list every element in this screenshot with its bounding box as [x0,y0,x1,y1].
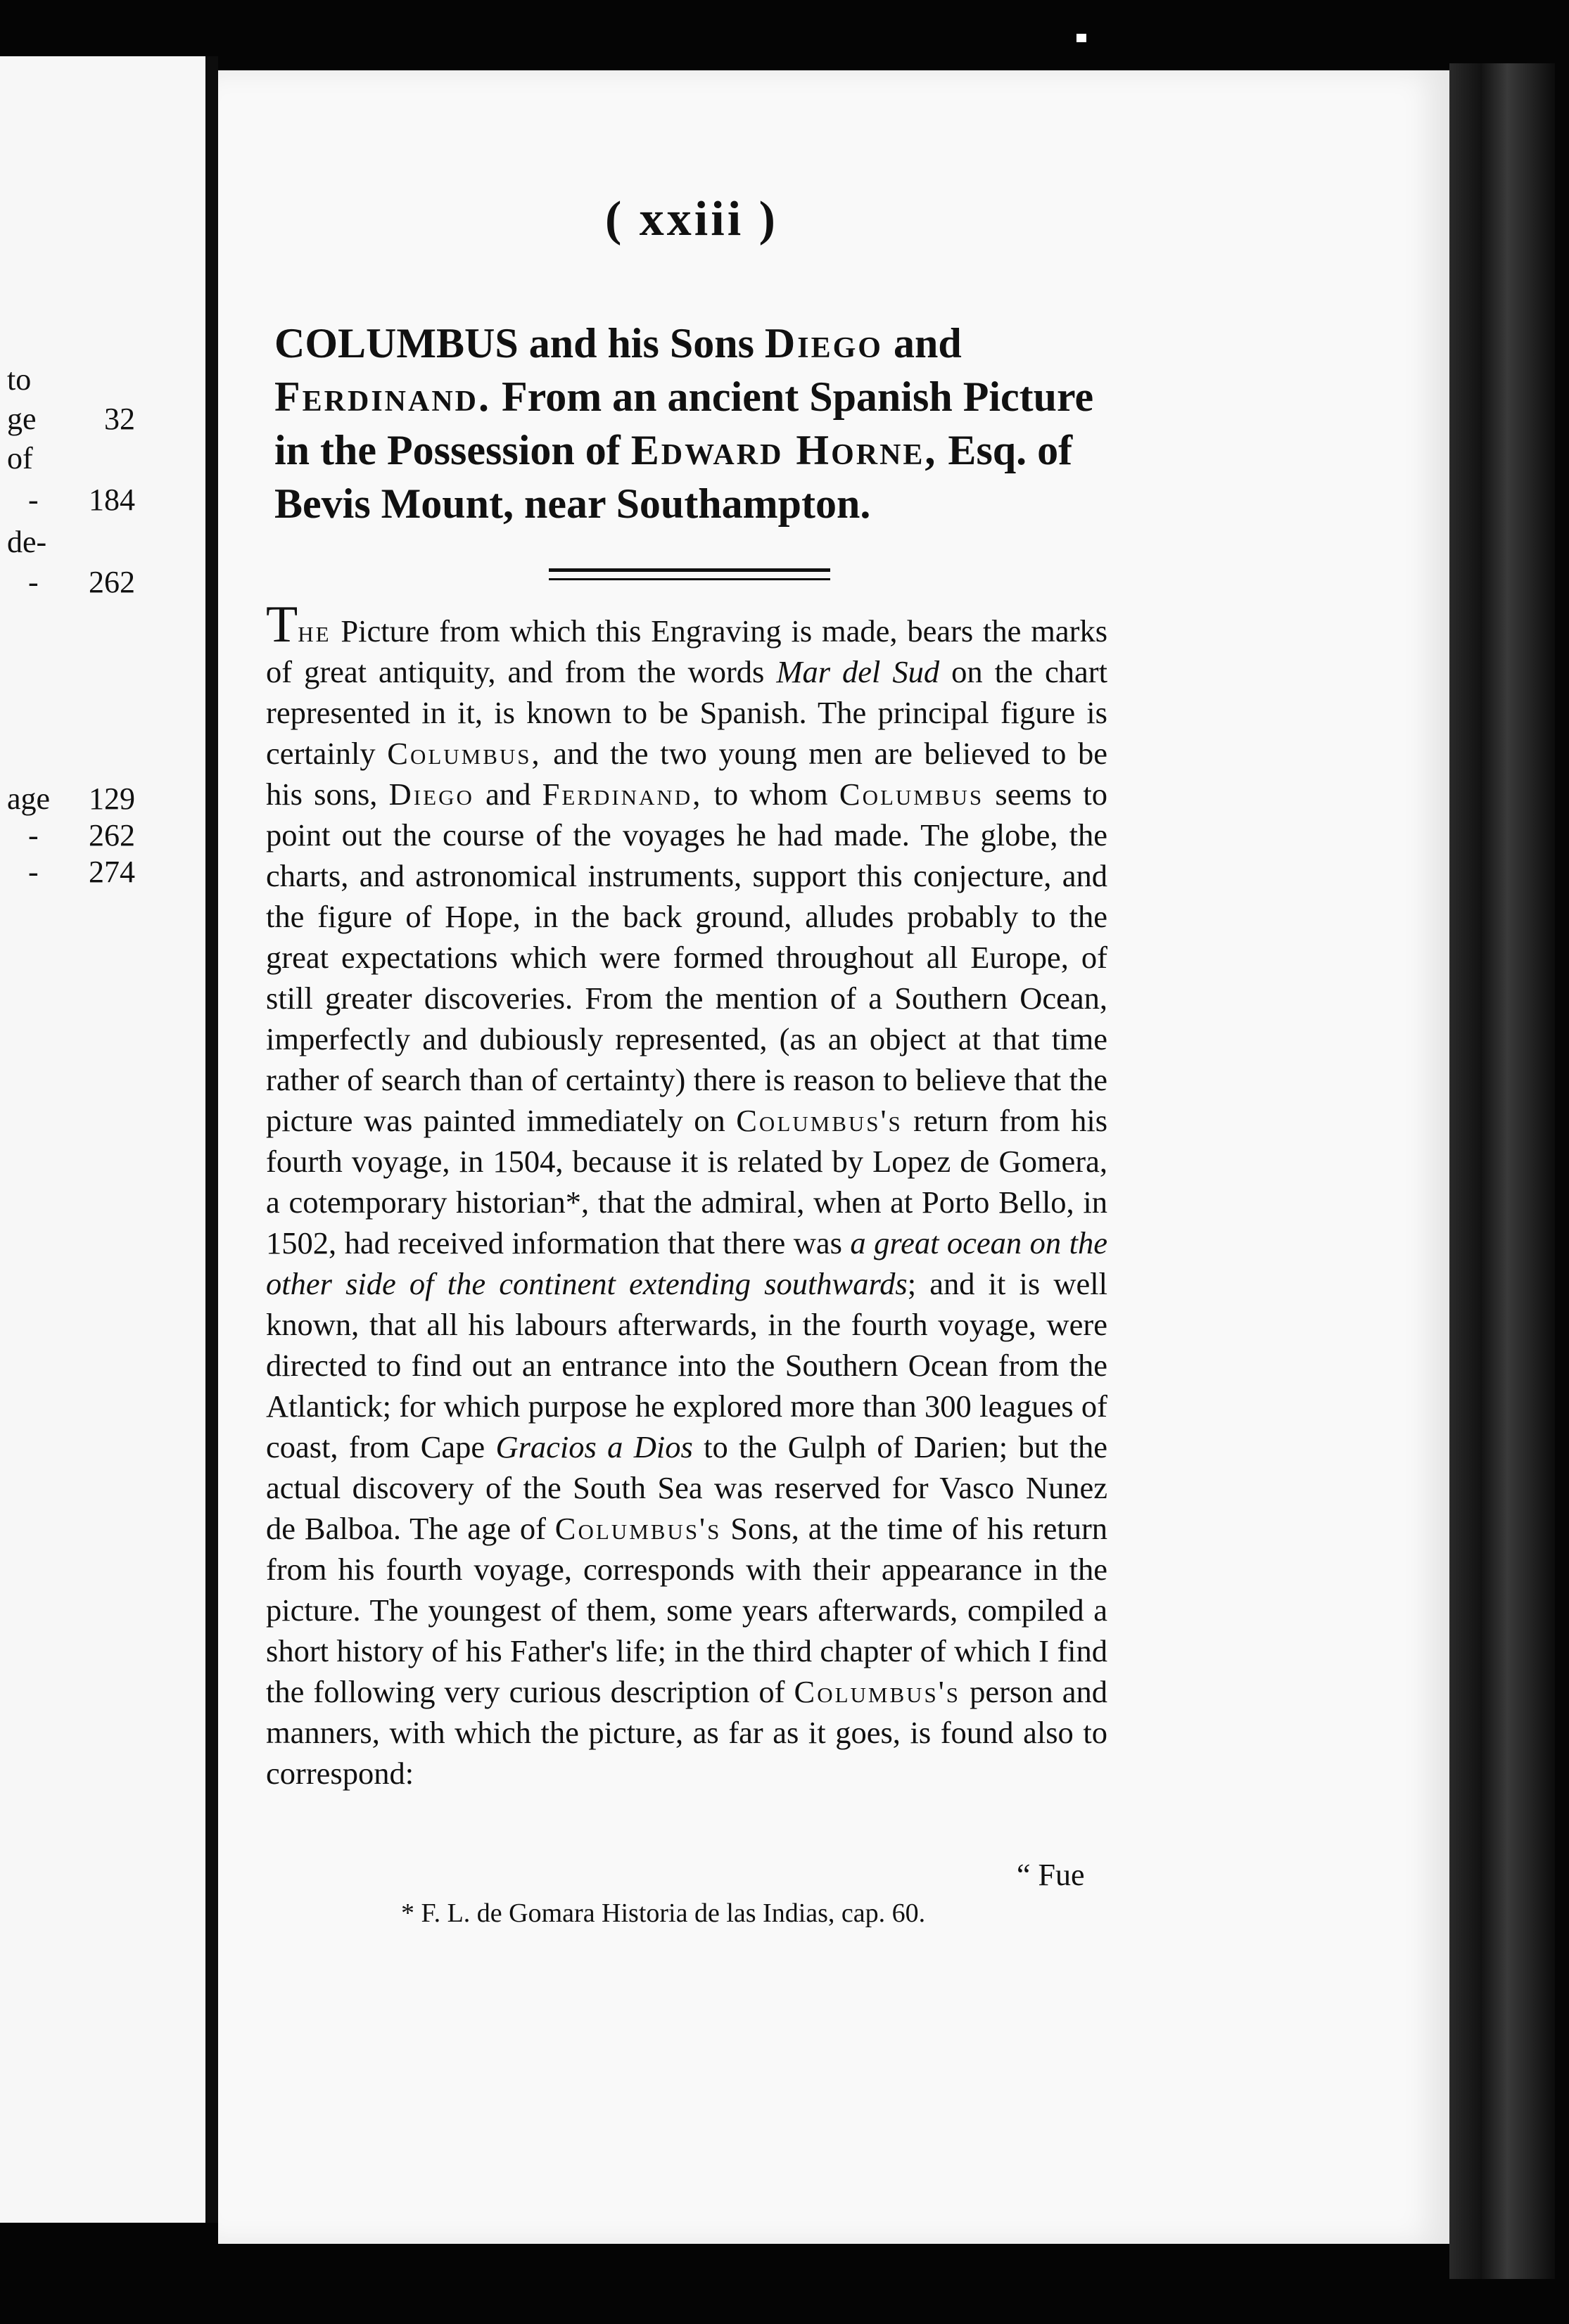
left-fragment-word: - [28,818,39,853]
divider-rule [549,568,830,572]
left-fragment-number: 129 [89,781,135,816]
body-text: to the Gulph of Darien; but the actual discovery of the South Sea was reserved for Vasco Nunez de Balboa. The age of [266,1429,1108,1546]
left-fragment-word: age [7,781,51,816]
left-fragment-word: - [28,565,39,599]
left-fragment-number: 274 [89,855,135,889]
heading-text: From an ancient Spanish Picture in the Possession of [274,374,1094,473]
body-name-columbus: Columbus's [736,1103,903,1138]
dust-speck [1076,34,1086,42]
body-text: he [298,613,331,649]
heading-text: and [893,320,962,366]
body-name-columbus: Columbus, [387,736,542,771]
left-fragment-number: 262 [89,818,135,853]
body-text: return from his fourth voyage, in 1504, because it is related by Lopez de Gomera, a cotemporary historian*, that the admiral, when at Porto Bello, in 1502, had received information that there was [266,1103,1108,1260]
left-fragment-word: - [28,855,39,889]
body-name-columbus: Columbus's [794,1674,961,1709]
body-name-columbus: Columbus's [554,1511,722,1546]
body-name-diego: Diego [388,777,474,812]
body-name-columbus: Columbus [839,777,984,812]
body-text: Picture from which this Engraving is made, bears the marks of great antiquity, and from the words [266,613,1108,689]
left-fragment-word: ge [7,402,37,436]
left-page-fragment [0,56,205,2223]
body-text: on the chart represented in it, is known to be Spanish. The principal figure is certainly [266,654,1107,771]
divider-rule [549,578,830,580]
left-fragment-word: of [7,441,33,475]
body-italic: a great ocean on the other side of the continent extending southwards [266,1225,1108,1301]
footnote: * F. L. de Gomara Historia de las Indias, cap. 60. [401,1898,926,1928]
body-text: person and manners, with which the picture, as far as it goes, is found also to correspond: [266,1674,1108,1791]
drop-cap: T [266,596,298,653]
heading-diego: Diego [764,320,883,366]
heading-text: Esq. of Bevis Mount, near Southampton. [274,427,1073,527]
left-fragment-number: 32 [104,402,135,436]
body-text: seems to point out the course of the voyages he had made. The globe, the charts, and astronomical instruments, support this conjecture, and the figure of Hope, in the back ground, alludes probably to the great expectations which were formed throughout all Europe, of still greater discoveries. From the mention of a Southern Ocean, imperfectly and dubiously represented, (as an object at that time rather of search than of certainty) there is reason to believe that the picture was painted immediately on [266,777,1108,1138]
page-stack-edge [1449,63,1555,2279]
plate-title [274,317,1119,530]
left-fragment-word: to [7,362,32,397]
body-text: Sons, at the time of his return from his fourth voyage, corresponds with their appearance in the picture. The youngest of them, some years afterwards, compiled a short history of his Father's life; in the third chapter of which I find the following very curious description of [266,1511,1108,1709]
body-text: and the two young men are believed to be his sons, [266,736,1108,812]
left-fragment-number: 184 [89,483,135,517]
heading-ferdinand: Ferdinand. [274,374,491,420]
heading-text: COLUMBUS and his Sons [274,320,754,366]
body-italic: Mar del Sud [776,654,940,689]
book-gutter [205,56,218,2223]
left-fragment-number: 262 [89,565,135,599]
left-fragment-word: de- [7,525,47,559]
body-text: to whom [713,777,828,812]
body-name-ferdinand: Ferdinand, [542,777,703,812]
heading-horne: Edward Horne, [630,427,938,473]
page-number: ( xxiii ) [605,192,778,246]
catchword: “ Fue [1017,1858,1085,1892]
body-text: ; and it is well known, that all his labours afterwards, in the fourth voyage, were directed to find out an entrance into the Southern Ocean from the Atlantick; for which purpose he explored more than 300 leagues of coast, from Cape [266,1266,1108,1464]
body-text: and [485,777,531,812]
left-fragment-word: - [28,483,39,517]
body-paragraph [266,596,1108,1794]
body-italic: Gracios a Dios [495,1429,693,1464]
